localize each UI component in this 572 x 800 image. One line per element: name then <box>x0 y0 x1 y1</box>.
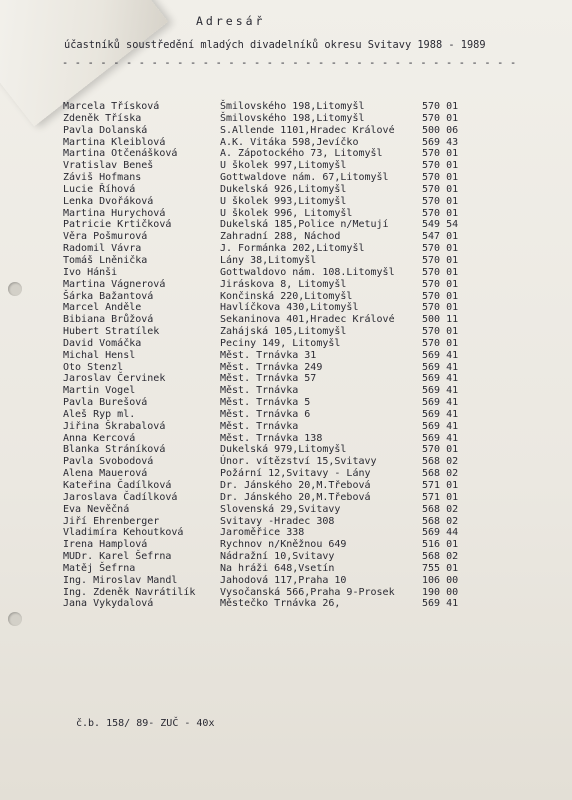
list-item <box>0 350 572 362</box>
list-item <box>0 113 572 125</box>
entry-name: Šárka Bažantová <box>63 290 154 302</box>
entry-address: Měst. Trnávka 138 <box>220 432 323 444</box>
list-item <box>0 148 572 160</box>
list-item <box>0 598 572 610</box>
entry-zip: 569 41 <box>422 349 459 361</box>
entry-name: Matěj Šefrna <box>63 562 136 574</box>
entry-zip: 569 41 <box>422 408 459 420</box>
list-item <box>0 219 572 231</box>
entry-name: Jaroslav Červinek <box>63 373 166 385</box>
entry-address: Gottwaldove nám. 67,Litomyšl <box>220 172 389 184</box>
entry-zip: 569 41 <box>422 373 459 385</box>
entry-address: Dukelská 926,Litomyšl <box>220 183 347 195</box>
punch-hole <box>8 612 22 626</box>
entry-name: Kateřina Čadílková <box>63 480 172 491</box>
entry-address: Jaroměřice 338 <box>220 527 305 539</box>
entry-zip: 570 01 <box>422 337 459 349</box>
address-list <box>0 101 572 610</box>
entry-name: Ing. Miroslav Mandl <box>63 574 178 586</box>
entry-zip: 106 00 <box>422 574 459 586</box>
entry-address: Gottwaldovo nám. 108.Litomyšl <box>220 266 395 278</box>
entry-name: Martina Kleiblová <box>63 136 166 148</box>
entry-name: Martina Vágnerová <box>63 278 166 290</box>
entry-name: Ivo Hánši <box>63 266 118 278</box>
entry-name: MUDr. Karel Šefrna <box>63 551 172 563</box>
entry-address: Měst. Trnávka 31 <box>220 349 317 361</box>
list-item <box>0 231 572 243</box>
list-item <box>0 504 572 516</box>
entry-address: A.K. Vitáka 598,Jevíčko <box>220 136 359 148</box>
entry-name: Pavla Svobodová <box>63 456 154 468</box>
entry-name: Michal Hensl <box>63 349 136 361</box>
entry-name: Jaroslava Čadílková <box>63 491 178 503</box>
list-item <box>0 527 572 539</box>
list-item <box>0 302 572 314</box>
entry-zip: 569 43 <box>422 136 459 148</box>
list-item <box>0 208 572 220</box>
entry-address: Dr. Jánského 20,M.Třebová <box>220 491 371 503</box>
list-item <box>0 433 572 445</box>
list-item <box>0 397 572 409</box>
entry-zip: 569 41 <box>422 397 459 409</box>
entry-address: Požární 12,Svitavy - Lány <box>220 468 371 480</box>
entry-name: Oto Stenzl <box>63 361 124 373</box>
entry-address: Havlíčkova 430,Litomyšl <box>220 302 359 314</box>
entry-zip: 190 00 <box>422 586 459 598</box>
list-item <box>0 326 572 338</box>
entry-address: Slovenská 29,Svitavy <box>220 503 341 515</box>
entry-address: Zahájská 105,Litomyšl <box>220 326 347 338</box>
entry-name: Lucie Říhová <box>63 183 136 195</box>
separator-line: - - - - - - - - - - - - - - - - - - - - - - - - - - - - - - - - - - - - <box>62 57 517 69</box>
entry-name: Irena Hamplová <box>63 539 148 551</box>
entry-name: Patricie Krtičková <box>63 219 172 231</box>
entry-zip: 570 01 <box>422 207 459 219</box>
entry-name: Martina Otčenášková <box>63 148 178 160</box>
entry-zip: 569 41 <box>422 432 459 444</box>
entry-address: J. Formánka 202,Litomyšl <box>220 243 365 255</box>
list-item <box>0 125 572 137</box>
entry-address: Nádražní 10,Svitavy <box>220 551 335 563</box>
entry-address: Měst. Trnávka <box>220 385 299 397</box>
list-item <box>0 184 572 196</box>
entry-zip: 570 01 <box>422 302 459 314</box>
entry-name: Věra Pošmurová <box>63 231 148 243</box>
entry-address: Měst. Trnávka <box>220 420 299 432</box>
entry-address: U školek 993,Litomyšl <box>220 195 347 207</box>
entry-address: Šmilovského 198,Litomyšl <box>220 101 365 112</box>
entry-address: Rychnov n/Kněžnou 649 <box>220 539 347 551</box>
list-item <box>0 539 572 551</box>
entry-address: Svitavy -Hradec 308 <box>220 515 335 527</box>
entry-zip: 570 01 <box>422 148 459 160</box>
entry-address: Měst. Trnávka 5 <box>220 397 311 409</box>
entry-name: David Vomáčka <box>63 337 142 349</box>
entry-zip: 568 02 <box>422 456 459 468</box>
entry-zip: 755 01 <box>422 562 459 574</box>
entry-address: Šmilovského 198,Litomyšl <box>220 112 365 124</box>
entry-name: Marcel Anděle <box>63 302 142 314</box>
entry-name: Jiřina Škrabalová <box>63 420 166 432</box>
entry-address: Na hráži 648,Vsetín <box>220 562 335 574</box>
entry-address: Vysočanská 566,Praha 9-Prosek <box>220 586 395 598</box>
entry-address: Peciny 149, Litomyšl <box>220 337 341 349</box>
entry-zip: 571 01 <box>422 480 459 491</box>
entry-name: Martin Vogel <box>63 385 136 397</box>
entry-zip: 570 01 <box>422 243 459 255</box>
list-item <box>0 575 572 587</box>
list-item <box>0 291 572 303</box>
entry-address: S.Allende 1101,Hradec Králové <box>220 124 395 136</box>
list-item <box>0 444 572 456</box>
entry-address: U školek 997,Litomyšl <box>220 160 347 172</box>
list-item <box>0 267 572 279</box>
entry-name: Pavla Dolanská <box>63 124 148 136</box>
entry-zip: 500 06 <box>422 124 459 136</box>
list-item <box>0 492 572 504</box>
entry-address: Únor. vítězství 15,Svitavy <box>220 456 377 468</box>
entry-address: Městečko Trnávka 26, <box>220 598 341 610</box>
list-item <box>0 373 572 385</box>
entry-zip: 569 44 <box>422 527 459 539</box>
list-item <box>0 468 572 480</box>
entry-name: Aleš Ryp ml. <box>63 408 136 420</box>
entry-name: Marcela Třísková <box>63 101 160 112</box>
list-item <box>0 456 572 468</box>
entry-name: Vladimíra Kehoutková <box>63 527 184 539</box>
list-item <box>0 314 572 326</box>
entry-address: Měst. Trnávka 6 <box>220 408 311 420</box>
entry-name: Bibiana Brůžová <box>63 314 154 326</box>
entry-name: Jana Vykydalová <box>63 598 154 610</box>
entry-zip: 570 01 <box>422 444 459 456</box>
entry-zip: 570 01 <box>422 278 459 290</box>
entry-zip: 549 54 <box>422 219 459 231</box>
list-item <box>0 255 572 267</box>
entry-name: Lenka Dvořáková <box>63 195 154 207</box>
list-item <box>0 279 572 291</box>
entry-zip: 570 01 <box>422 254 459 266</box>
list-item <box>0 137 572 149</box>
entry-zip: 568 02 <box>422 551 459 563</box>
entry-address: Končinská 220,Litomyšl <box>220 290 353 302</box>
list-item <box>0 516 572 528</box>
entry-zip: 568 02 <box>422 468 459 480</box>
entry-name: Martina Hurychová <box>63 207 166 219</box>
entry-name: Záviš Hofmans <box>63 172 142 184</box>
entry-name: Pavla Burešová <box>63 397 148 409</box>
list-item <box>0 551 572 563</box>
list-item <box>0 196 572 208</box>
list-item <box>0 338 572 350</box>
entry-address: Jahodová 117,Praha 10 <box>220 574 347 586</box>
entry-name: Ing. Zdeněk Navrátilík <box>63 586 196 598</box>
entry-address: Zahradní 288, Náchod <box>220 231 341 243</box>
list-item <box>0 421 572 433</box>
entry-address: Měst. Trnávka 57 <box>220 373 317 385</box>
entry-zip: 570 01 <box>422 160 459 172</box>
entry-name: Eva Nevěčná <box>63 503 130 515</box>
entry-zip: 569 41 <box>422 361 459 373</box>
entry-address: Jiráskova 8, Litomyšl <box>220 278 347 290</box>
list-item <box>0 587 572 599</box>
entry-zip: 570 01 <box>422 101 459 112</box>
entry-name: Vratislav Beneš <box>63 160 154 172</box>
entry-zip: 570 01 <box>422 195 459 207</box>
list-item <box>0 160 572 172</box>
entry-zip: 569 41 <box>422 420 459 432</box>
list-item <box>0 362 572 374</box>
entry-zip: 516 01 <box>422 539 459 551</box>
entry-zip: 569 41 <box>422 598 459 610</box>
entry-zip: 571 01 <box>422 491 459 503</box>
entry-zip: 568 02 <box>422 503 459 515</box>
entry-name: Hubert Stratílek <box>63 326 160 338</box>
list-item <box>0 563 572 575</box>
entry-zip: 500 11 <box>422 314 459 326</box>
entry-zip: 570 01 <box>422 112 459 124</box>
list-item <box>0 172 572 184</box>
list-item <box>0 385 572 397</box>
entry-zip: 570 01 <box>422 172 459 184</box>
entry-address: Měst. Trnávka 249 <box>220 361 323 373</box>
entry-name: Tomáš Lněnička <box>63 254 148 266</box>
document-subtitle: účastníků soustředění mladých divadelníků okresu Svitavy 1988 - 1989 <box>64 39 486 51</box>
list-item <box>0 480 572 492</box>
entry-zip: 570 01 <box>422 326 459 338</box>
entry-address: Dukelská 979,Litomyšl <box>220 444 347 456</box>
entry-zip: 568 02 <box>422 515 459 527</box>
entry-address: A. Zápotockého 73, Litomyšl <box>220 148 383 160</box>
entry-address: Lány 38,Litomyšl <box>220 254 317 266</box>
entry-name: Zdeněk Tříska <box>63 112 142 124</box>
entry-name: Blanka Stráníková <box>63 444 166 456</box>
entry-zip: 547 01 <box>422 231 459 243</box>
document-footer: č.b. 158/ 89- ZUČ - 40x <box>76 718 215 729</box>
entry-address: Dr. Jánského 20,M.Třebová <box>220 480 371 491</box>
entry-name: Jiří Ehrenberger <box>63 515 160 527</box>
list-item <box>0 409 572 421</box>
list-item <box>0 101 572 113</box>
entry-address: U školek 996, Litomyšl <box>220 207 353 219</box>
entry-address: Dukelská 185,Police n/Metují <box>220 219 389 231</box>
document-title: Adresář <box>196 14 266 28</box>
entry-name: Anna Kercová <box>63 432 136 444</box>
entry-name: Alena Mauerová <box>63 468 148 480</box>
entry-zip: 570 01 <box>422 290 459 302</box>
entry-zip: 569 41 <box>422 385 459 397</box>
entry-zip: 570 01 <box>422 266 459 278</box>
entry-zip: 570 01 <box>422 183 459 195</box>
entry-name: Radomil Vávra <box>63 243 142 255</box>
list-item <box>0 243 572 255</box>
entry-address: Sekaninova 401,Hradec Králové <box>220 314 395 326</box>
